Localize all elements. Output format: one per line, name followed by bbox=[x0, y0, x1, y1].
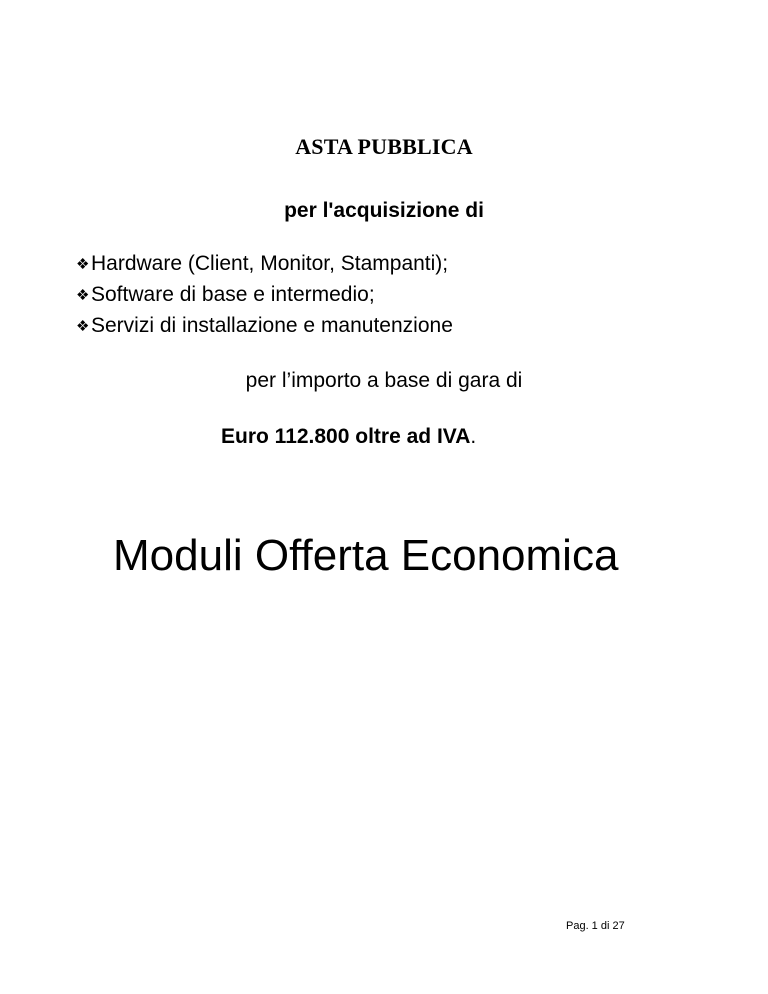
euro-suffix: oltre ad IVA bbox=[355, 425, 471, 448]
list-item bbox=[76, 311, 453, 342]
importo-label: per l’importo a base di gara di bbox=[245, 369, 523, 392]
list-item-label: Hardware (Client, Monitor, Stampanti); bbox=[91, 252, 449, 275]
four-petal-diamond-icon: ❖ bbox=[76, 318, 90, 335]
four-petal-diamond-icon: ❖ bbox=[76, 256, 90, 273]
items-list bbox=[76, 249, 453, 342]
euro-amount: Euro 112.800 bbox=[221, 425, 350, 448]
document-subtitle: per l'acquisizione di bbox=[284, 199, 484, 222]
list-item-label: Software di base e intermedio; bbox=[91, 283, 375, 306]
list-item-label: Servizi di installazione e manutenzione bbox=[91, 314, 453, 337]
four-petal-diamond-icon: ❖ bbox=[76, 287, 90, 304]
list-item bbox=[76, 249, 453, 280]
page-number: Pag. 1 di 27 bbox=[566, 920, 625, 932]
euro-period: . bbox=[470, 425, 477, 448]
list-item bbox=[76, 280, 453, 311]
document-title: ASTA PUBBLICA bbox=[295, 134, 473, 159]
document-heading: Moduli Offerta Economica bbox=[113, 531, 619, 580]
euro-amount-line bbox=[221, 425, 476, 449]
